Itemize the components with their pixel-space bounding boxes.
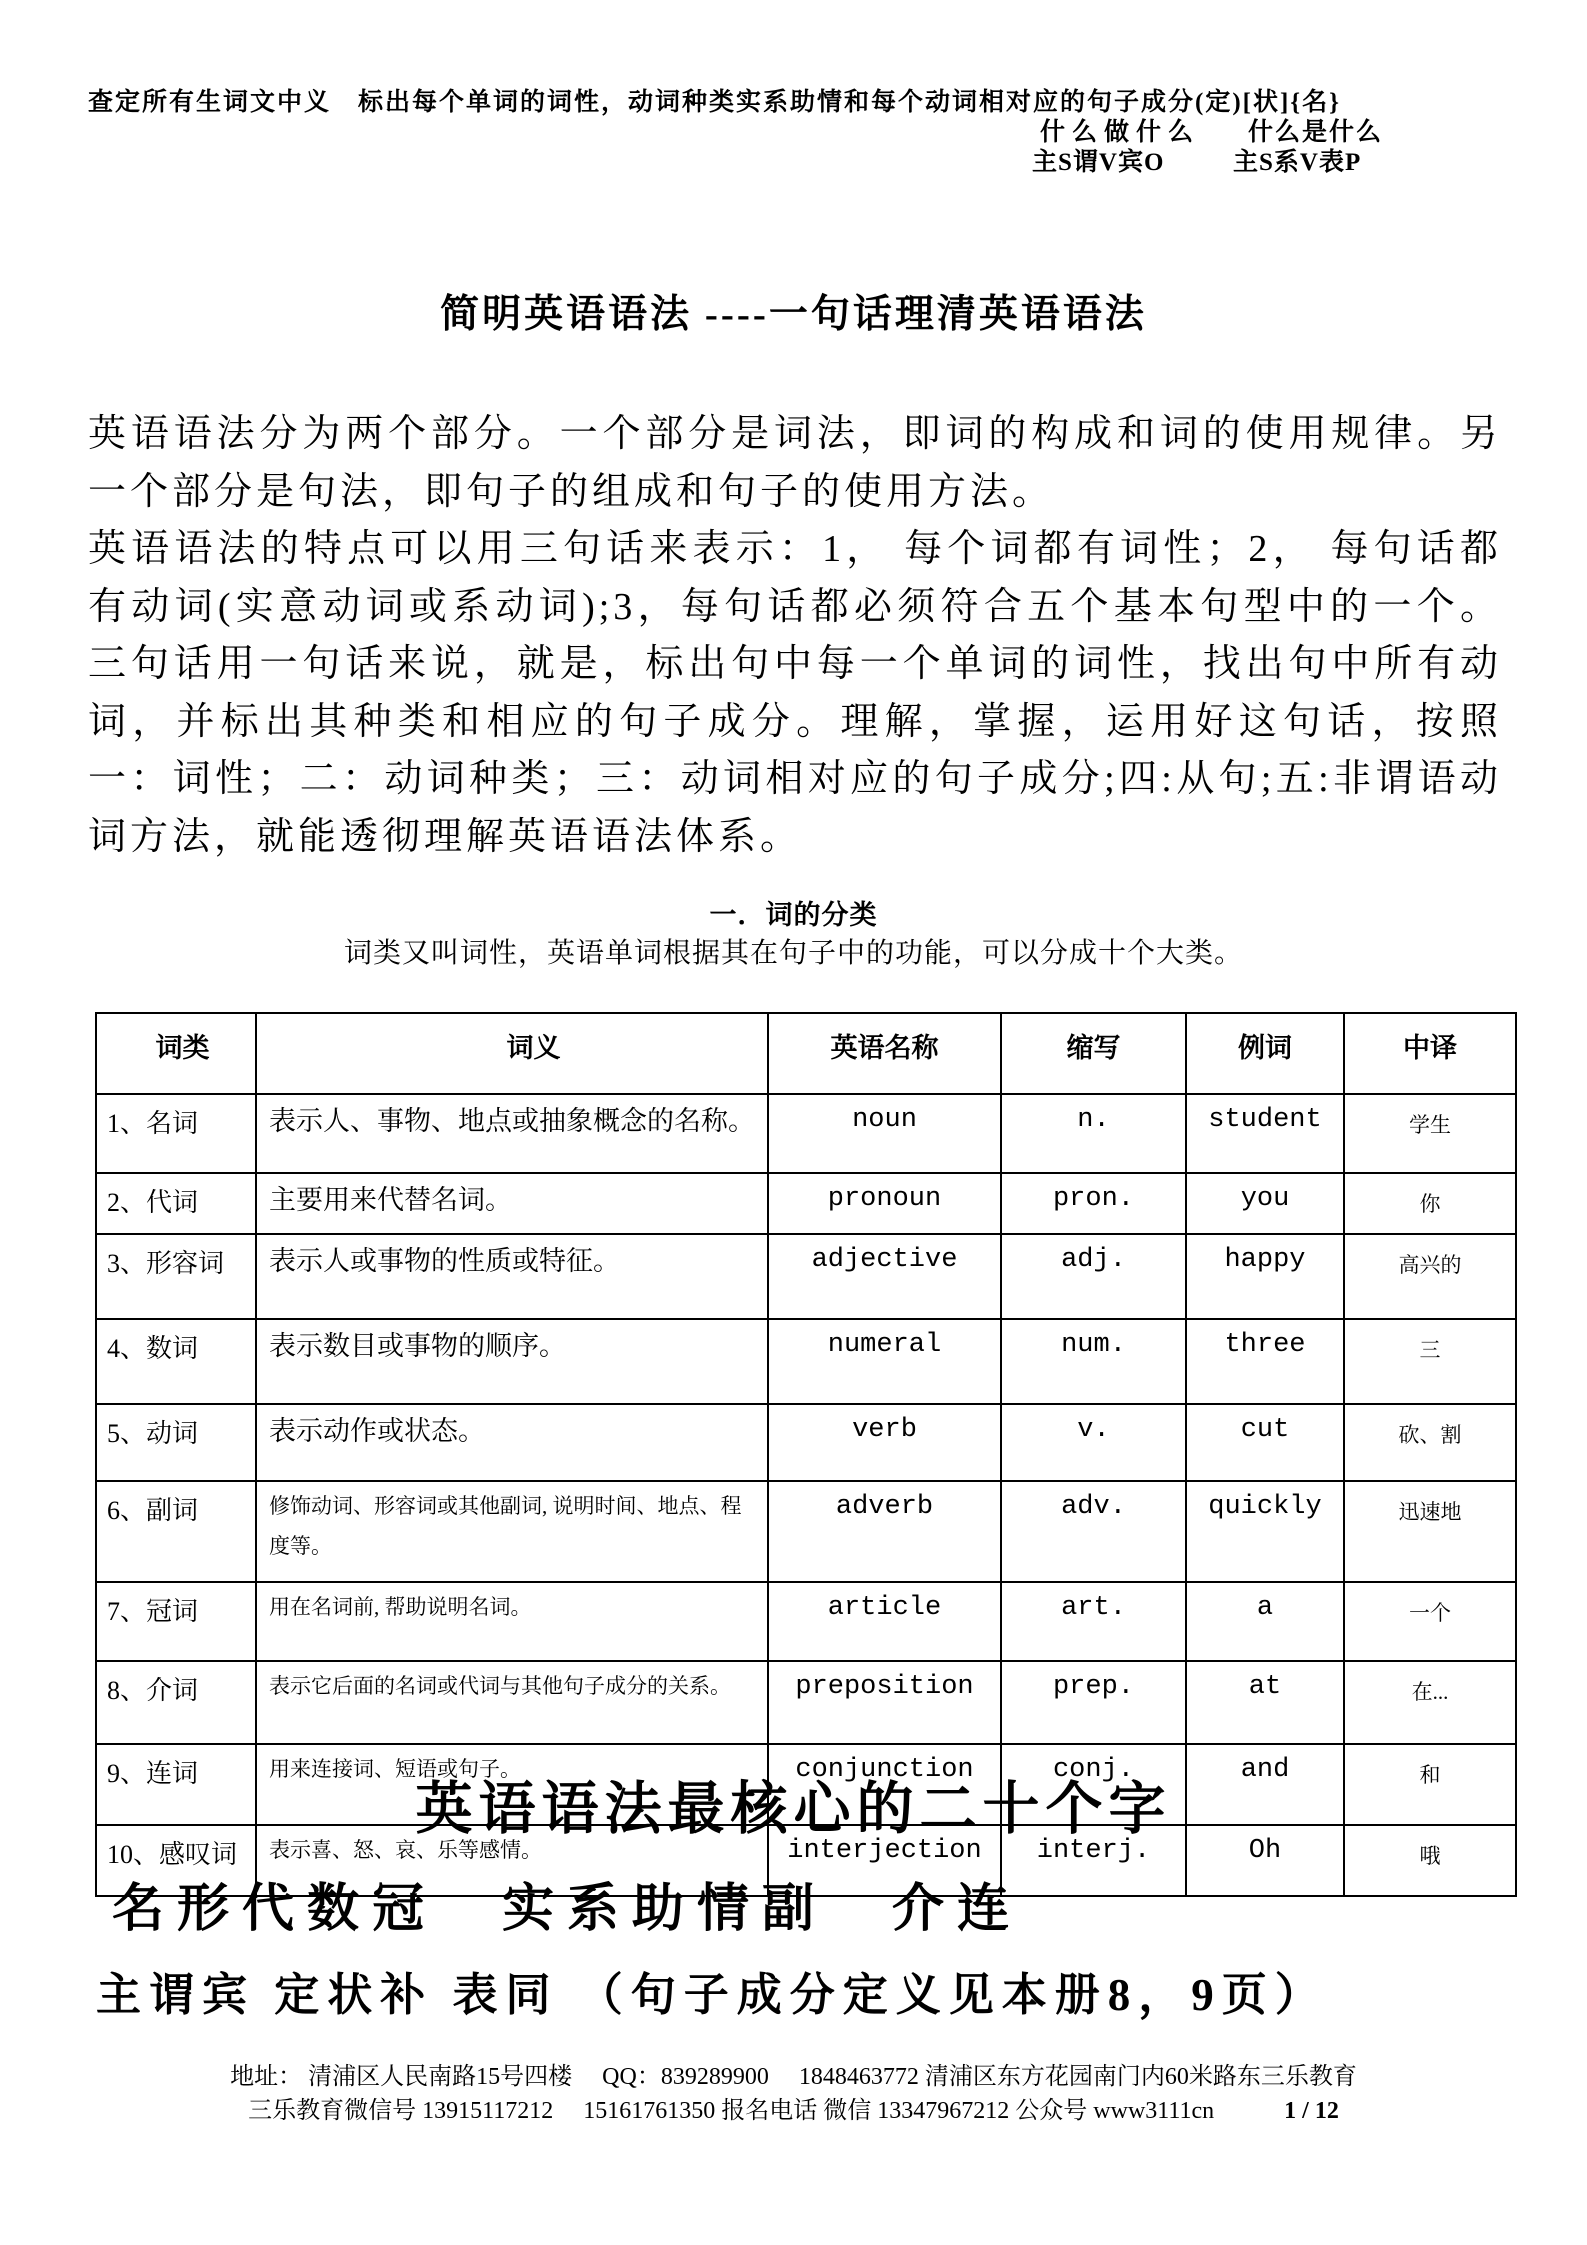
table-cell-cls: 4、数词 <box>96 1319 256 1404</box>
table-cell-meaning: 用在名词前, 帮助说明名词。 <box>256 1582 768 1661</box>
table-row <box>96 1661 1516 1744</box>
table-cell-example: you <box>1186 1173 1344 1234</box>
table-row <box>96 1094 1516 1173</box>
table-cell-english: adverb <box>768 1481 1001 1582</box>
table-cell-cls: 7、冠词 <box>96 1582 256 1661</box>
table-cell-meaning: 修饰动词、形容词或其他副词, 说明时间、地点、程度等。 <box>256 1481 768 1582</box>
footer-address-line: 地址： 清浦区人民南路15号四楼 QQ：839289900 1848463772 清浦区东方花园南门内60米路东三乐教育 <box>230 2064 1357 2090</box>
core-twenty-chars-heading: 英语语法最核心的二十个字 <box>415 1778 1172 1841</box>
table-cell-english: numeral <box>768 1319 1001 1404</box>
table-cell-english: pronoun <box>768 1173 1001 1234</box>
column-header: 中译 <box>1344 1013 1516 1094</box>
table-cell-example: happy <box>1186 1234 1344 1319</box>
table-cell-english: preposition <box>768 1661 1001 1744</box>
table-cell-abbr: pron. <box>1001 1173 1186 1234</box>
table-cell-english: adjective <box>768 1234 1001 1319</box>
intro-paragraph-2: 英语语法的特点可以用三句话来表示：1， 每个词都有词性；2， 每句话都有动词(实意动词或系动词);3，每句话都必须符合五个基本句型中的一个。三句话用一句话来说，就是，标出句中每一个单词的词性，找出句中所有动词，并标出其种类和相应的句子成分。理解，掌握，运用好这句话，按照一：词性；二：动词种类；三：动词相对应的句子成分;四:从句;五:非谓语动词方法，就能透彻理解英语语法体系。 <box>88 528 1502 858</box>
table-cell-abbr: conj. <box>1001 1744 1186 1825</box>
table-cell-abbr: interj. <box>1001 1825 1186 1896</box>
core-word-classes-line: 名形代数冠 实系助情副 介连 <box>112 1881 1023 1938</box>
table-cell-cls: 10、感叹词 <box>96 1825 256 1896</box>
intro-paragraphs <box>88 406 1502 866</box>
table-cell-meaning: 表示人、事物、地点或抽象概念的名称。 <box>256 1094 768 1173</box>
table-cell-meaning: 表示喜、怒、哀、乐等感情。 <box>256 1825 768 1896</box>
table-cell-cls: 8、介词 <box>96 1661 256 1744</box>
section-subtitle: 词类又叫词性，英语单词根据其在句子中的功能，可以分成十个大类。 <box>343 938 1243 969</box>
table-cell-meaning: 用来连接词、短语或句子。 <box>256 1744 768 1825</box>
column-header: 英语名称 <box>768 1013 1001 1094</box>
table-cell-english: article <box>768 1582 1001 1661</box>
table-cell-abbr: num. <box>1001 1319 1186 1404</box>
footer-contact-text: 三乐教育微信号 13915117212 15161761350 报名电话 微信 13347967212 公众号 www3111cn <box>248 2098 1215 2124</box>
table-cell-meaning: 表示动作或状态。 <box>256 1404 768 1481</box>
table-cell-abbr: v. <box>1001 1404 1186 1481</box>
annotation-svp-pattern: 主S系V表P <box>1233 149 1362 176</box>
table-cell-cls: 2、代词 <box>96 1173 256 1234</box>
table-cell-abbr: n. <box>1001 1094 1186 1173</box>
table-cell-abbr: art. <box>1001 1582 1186 1661</box>
table-cell-chinese: 和 <box>1344 1744 1516 1825</box>
table-cell-abbr: prep. <box>1001 1661 1186 1744</box>
table-cell-english: conjunction <box>768 1744 1001 1825</box>
annotation-line1: 查定所有生词文中义 标出每个单词的词性，动词种类实系助情和每个动词相对应的句子成分(定)[状]{名} <box>88 89 1342 116</box>
table-cell-chinese: 迅速地 <box>1344 1481 1516 1582</box>
table-cell-chinese: 在... <box>1344 1661 1516 1744</box>
table-row <box>96 1173 1516 1234</box>
table-cell-example: student <box>1186 1094 1344 1173</box>
intro-paragraph-1: 英语语法分为两个部分。一个部分是词法，即词的构成和词的使用规律。另一个部分是句法，即句子的组成和句子的使用方法。 <box>88 413 1502 513</box>
annotation-what-does-what: 什么做什么 <box>1040 119 1201 146</box>
table-cell-example: cut <box>1186 1404 1344 1481</box>
table-cell-cls: 1、名词 <box>96 1094 256 1173</box>
table-cell-cls: 6、副词 <box>96 1481 256 1582</box>
table-row <box>96 1582 1516 1661</box>
table-cell-example: quickly <box>1186 1481 1344 1582</box>
table-cell-example: a <box>1186 1582 1344 1661</box>
page-title: 简明英语语法 ----一句话理清英语语法 <box>440 293 1147 336</box>
table-cell-example: Oh <box>1186 1825 1344 1896</box>
pos-table-head-row <box>96 1013 1516 1094</box>
table-row <box>96 1404 1516 1481</box>
table-cell-chinese: 三 <box>1344 1319 1516 1404</box>
table-cell-example: three <box>1186 1319 1344 1404</box>
column-header: 缩写 <box>1001 1013 1186 1094</box>
table-cell-cls: 3、形容词 <box>96 1234 256 1319</box>
table-cell-chinese: 你 <box>1344 1173 1516 1234</box>
table-row <box>96 1481 1516 1582</box>
table-cell-meaning: 表示它后面的名词或代词与其他句子成分的关系。 <box>256 1661 768 1744</box>
section-heading: 一．词的分类 <box>709 900 878 930</box>
annotation-what-is-what: 什么是什么 <box>1248 119 1384 146</box>
table-cell-cls: 9、连词 <box>96 1744 256 1825</box>
table-cell-chinese: 砍、割 <box>1344 1404 1516 1481</box>
table-cell-chinese: 一个 <box>1344 1582 1516 1661</box>
table-cell-chinese: 高兴的 <box>1344 1234 1516 1319</box>
column-header: 例词 <box>1186 1013 1344 1094</box>
table-cell-meaning: 主要用来代替名词。 <box>256 1173 768 1234</box>
table-row <box>96 1234 1516 1319</box>
footer-contact-line <box>0 2090 1587 2125</box>
column-header: 词类 <box>96 1013 256 1094</box>
table-row <box>96 1319 1516 1404</box>
table-cell-english: interjection <box>768 1825 1001 1896</box>
table-cell-meaning: 表示数目或事物的顺序。 <box>256 1319 768 1404</box>
core-sentence-elements-line: 主谓宾 定状补 表同 （句子成分定义见本册8，9页） <box>96 1970 1328 2020</box>
table-cell-chinese: 哦 <box>1344 1825 1516 1896</box>
table-cell-example: and <box>1186 1744 1344 1825</box>
table-cell-example: at <box>1186 1661 1344 1744</box>
table-cell-abbr: adj. <box>1001 1234 1186 1319</box>
table-cell-abbr: adv. <box>1001 1481 1186 1582</box>
annotation-svo-pattern: 主S谓V宾O <box>1032 149 1165 176</box>
table-cell-chinese: 学生 <box>1344 1094 1516 1173</box>
column-header: 词义 <box>256 1013 768 1094</box>
page-number: 1 / 12 <box>1284 2098 1339 2124</box>
table-cell-cls: 5、动词 <box>96 1404 256 1481</box>
table-cell-meaning: 表示人或事物的性质或特征。 <box>256 1234 768 1319</box>
table-cell-english: verb <box>768 1404 1001 1481</box>
table-cell-english: noun <box>768 1094 1001 1173</box>
